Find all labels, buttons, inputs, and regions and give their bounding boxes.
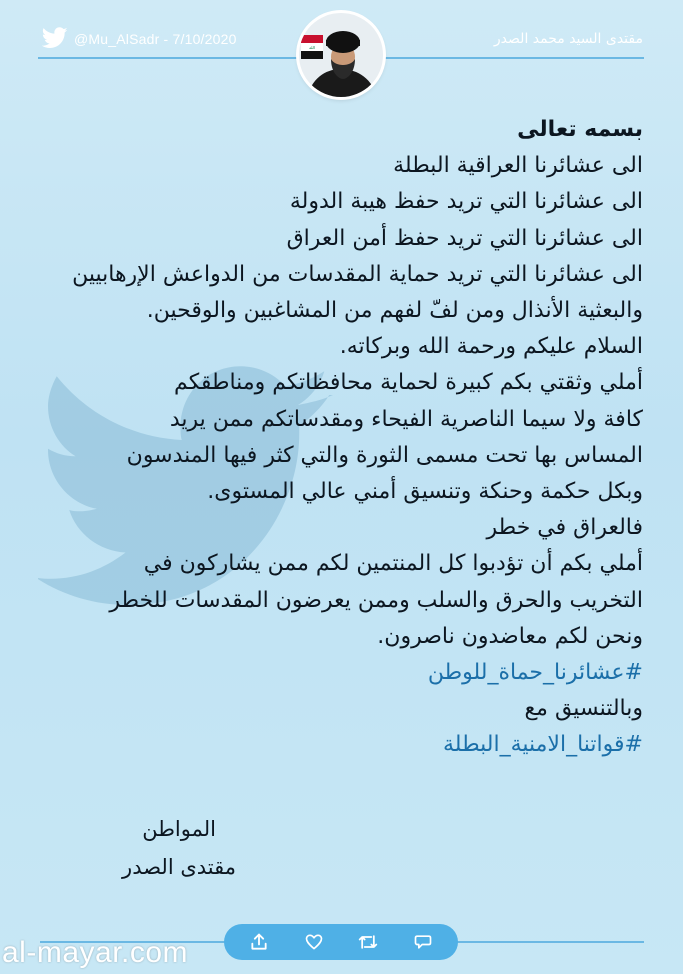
signature-title: المواطن bbox=[142, 817, 216, 841]
tweet-line: والبعثية الأنذال ومن لفّ لفهم من المشاغبين والوقحين. bbox=[146, 298, 643, 324]
heart-icon bbox=[304, 932, 324, 952]
tweet-line: المساس بها تحت مسمى الثورة والتي كثر فيها المندسون bbox=[126, 442, 643, 468]
tweet-line: ونحن لكم معاضدون ناصرون. bbox=[377, 623, 643, 649]
hashtag-link[interactable]: #عشائرنا_حماة_للوطن bbox=[427, 660, 643, 686]
tweet-line: الى عشائرنا التي تريد حماية المقدسات من الدواعش الإرهابيين bbox=[72, 261, 643, 287]
tweet-line: الى عشائرنا التي تريد حفظ هيبة الدولة bbox=[289, 189, 643, 215]
signature bbox=[106, 810, 236, 886]
tweet-line: وبالتنسيق مع bbox=[524, 696, 643, 722]
tweet-line: أملي بكم أن تؤدبوا كل المنتمين لكم ممن يشاركون في bbox=[143, 551, 643, 577]
like-button[interactable] bbox=[303, 931, 325, 953]
tweet-line: الى عشائرنا العراقية البطلة bbox=[393, 153, 643, 179]
share-icon bbox=[249, 932, 269, 952]
retweet-button[interactable] bbox=[357, 931, 379, 953]
reply-button[interactable] bbox=[412, 931, 434, 953]
twitter-bird-icon bbox=[42, 27, 68, 49]
tweet-line: الى عشائرنا التي تريد حفظ أمن العراق bbox=[286, 225, 643, 251]
account-name[interactable]: مقتدى السيد محمد الصدر bbox=[493, 31, 643, 47]
avatar[interactable] bbox=[299, 13, 383, 97]
handle-and-date[interactable]: @Mu_AlSadr - 7/10/2020 bbox=[74, 31, 237, 47]
tweet-line: بسمه تعالى bbox=[517, 117, 643, 142]
tweet-line: كافة ولا سيما الناصرية الفيحاء ومقدساتكم ممن يريد bbox=[169, 406, 643, 432]
svg-text:الله: الله bbox=[309, 45, 315, 50]
hashtag-link[interactable]: #قواتنا_الامنية_البطلة bbox=[443, 732, 643, 758]
avatar-portrait-icon bbox=[299, 13, 383, 97]
share-button[interactable] bbox=[248, 931, 270, 953]
reply-icon bbox=[413, 932, 433, 952]
tweet-actions-bar bbox=[224, 924, 458, 960]
tweet-line: التخريب والحرق والسلب وممن يعرضون المقدسات للخطر bbox=[109, 587, 643, 613]
tweet-body bbox=[43, 112, 643, 764]
signature-name: مقتدى الصدر bbox=[122, 855, 236, 879]
tweet-line: فالعراق في خطر bbox=[486, 515, 643, 541]
tweet-line: أملي وثقتي بكم كبيرة لحماية محافظاتكم ومناطقكم bbox=[174, 370, 643, 396]
tweet-line: وبكل حكمة وحنكة وتنسيق أمني عالي المستوى. bbox=[207, 479, 643, 505]
retweet-icon bbox=[357, 932, 379, 952]
tweet-line: السلام عليكم ورحمة الله وبركاته. bbox=[339, 334, 643, 360]
site-watermark: al-mayar.com bbox=[2, 936, 189, 969]
